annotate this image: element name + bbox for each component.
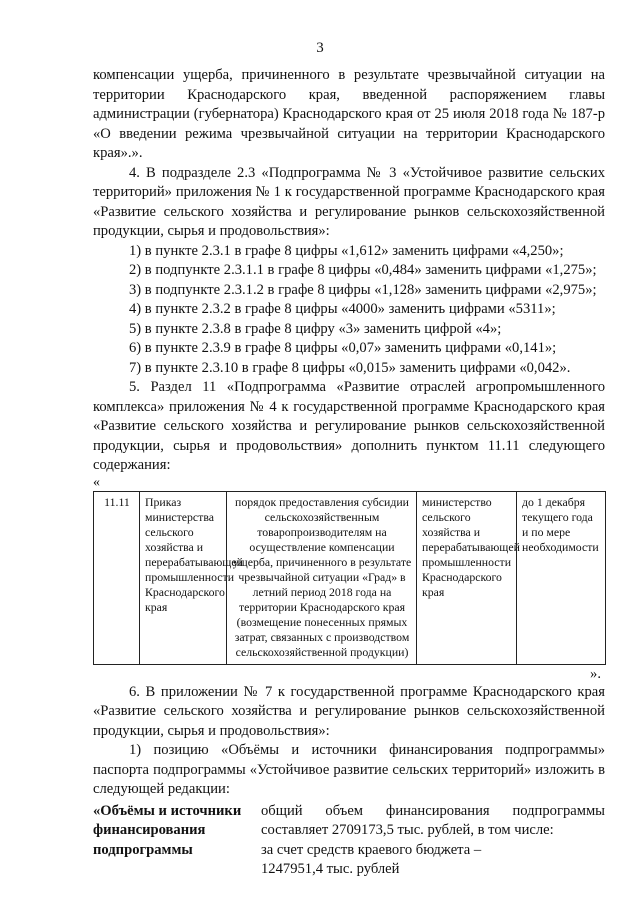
inserted-table: [93, 491, 606, 665]
subitem-5: 5) в пункте 2.3.8 в графе 8 цифру «3» заменить цифрой «4»;: [129, 320, 502, 337]
passport-label: «Объёмы и источники финансирования подпрограммы: [93, 802, 242, 858]
paragraph-item-4: 4. В подразделе 2.3 «Подпрограмма № 3 «Устойчивое развитие сельских территорий» приложения № 1 к государственной программе Краснодарского края «Развитие сельского хозяйства и регулирование рынков сельскохозяйственной продукции, сырья и продовольствия»:: [93, 164, 605, 239]
paragraph-item-6: 6. В приложении № 7 к государственной программе Краснодарского края «Развитие сельского хозяйства и регулирование рынков сельскохозяйственной продукции, сырья и продовольствия»:: [93, 683, 605, 739]
subitem-7: 7) в пункте 2.3.10 в графе 8 цифры «0,015» заменить цифрами «0,042».: [129, 359, 571, 376]
passport-line: общий объем финансирования подпрограммы: [261, 802, 605, 819]
open-quote: «: [93, 474, 100, 490]
cell-number: 11.11: [94, 491, 140, 664]
paragraph-continuation: компенсации ущерба, причиненного в результате чрезвычайной ситуации на территории Краснодарского края, введенной распоряжением главы администрации (губернатора) Краснодарского края от 25 июля 2018 года № 187-р «О введении режима чрезвычайной ситуации на территории Краснодарского края».».: [93, 67, 605, 161]
page-number: 3: [316, 40, 324, 56]
cell-deadline: до 1 декабря текущего года и по мере необходимости: [517, 491, 606, 664]
subitem-6: 6) в пункте 2.3.9 в графе 8 цифры «0,07» заменить цифрами «0,141»;: [129, 340, 557, 356]
document-body: [93, 66, 605, 880]
close-quote: ».: [590, 665, 601, 682]
passport-line: за счет средств краевого бюджета –: [261, 841, 482, 858]
cell-description: порядок предоставления субсидии сельскохозяйственным товаропроизводителям на осуществление компенсации ущерба, причиненного в результате чрезвычайной ситуации «Град» в летний период 2018 года на территории Краснодарского края (возмещение понесенных прямых затрат, связанных с производством сельскохозяйственной продукции): [227, 491, 417, 664]
subitem-1: 1) в пункте 2.3.1 в графе 8 цифры «1,612» заменить цифрами «4,250»;: [129, 242, 564, 259]
passport-block: [93, 802, 605, 880]
paragraph-item-6-1: 1) позицию «Объёмы и источники финансирования подпрограммы» паспорта подпрограммы «Устойчивое развитие сельских территорий» изложить в следующей редакции:: [93, 742, 605, 797]
subitem-3: 3) в подпункте 2.3.1.2 в графе 8 цифры «1,128» заменить цифрами «2,975»;: [129, 281, 597, 298]
paragraph-item-5: 5. Раздел 11 «Подпрограмма «Развитие отраслей агропромышленного комплекса» приложения № 4 к государственной программе Краснодарского края «Развитие сельского хозяйства и регулирование рынков сельскохозяйственной продукции, сырья и продовольствия» дополнить пунктом 11.11 следующего содержания:: [93, 379, 605, 473]
passport-line: 1247951,4 тыс. рублей: [261, 861, 400, 877]
subitem-2: 2) в подпункте 2.3.1.1 в графе 8 цифры «0,484» заменить цифрами «1,275»;: [129, 262, 597, 278]
table-row: [94, 491, 606, 664]
cell-executor: министерство сельского хозяйства и перерабатывающей промышленности Краснодарского края: [417, 491, 517, 664]
cell-document: Приказ министерства сельского хозяйства и перерабатывающей промышленности Краснодарского края: [140, 491, 227, 664]
subitem-4: 4) в пункте 2.3.2 в графе 8 цифры «4000» заменить цифрами «5311»;: [129, 301, 556, 317]
passport-line: составляет 2709173,5 тыс. рублей, в том числе:: [261, 822, 554, 838]
passport-value: [261, 802, 605, 880]
